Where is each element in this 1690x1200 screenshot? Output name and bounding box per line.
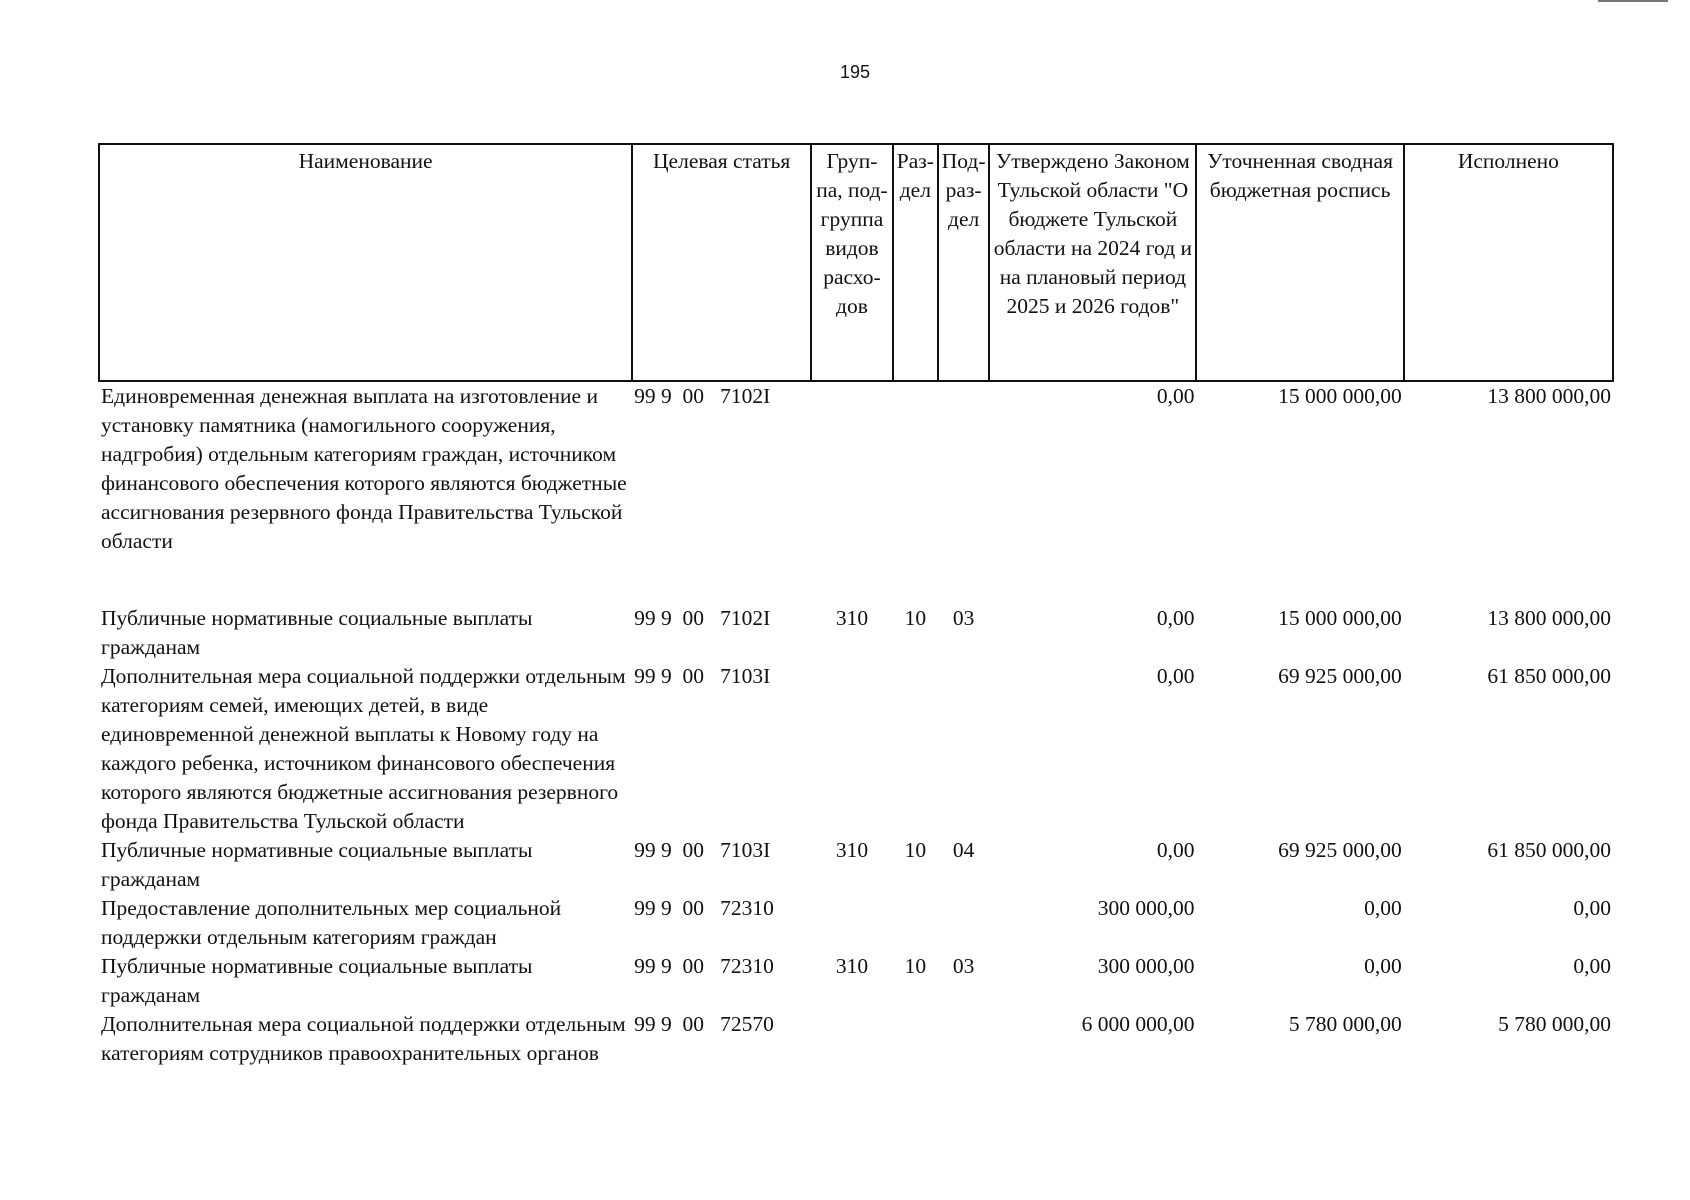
scan-corner-mark: [1598, 0, 1668, 2]
row-section: [893, 894, 938, 952]
row-refined: 15 000 000,00: [1278, 606, 1402, 630]
row-executed: 5 780 000,00: [1498, 1012, 1611, 1036]
row-approved: 0,00: [1156, 606, 1195, 630]
row-subsection: 04: [952, 838, 975, 862]
header-subsection: Под-раз-дел: [938, 144, 989, 381]
row-approved: 0,00: [1156, 384, 1195, 408]
row-code: 99 9 00 7102I: [634, 606, 771, 630]
table-row: [99, 381, 1613, 556]
row-subsection: [938, 662, 989, 836]
row-group: [811, 662, 892, 836]
row-section: 10: [904, 838, 927, 862]
row-group: [811, 1010, 892, 1068]
row-refined: 0,00: [1364, 954, 1402, 978]
table-row: [99, 1010, 1613, 1068]
header-name: Наименование: [99, 144, 632, 381]
header-executed: Исполнено: [1404, 144, 1613, 381]
row-approved: 300 000,00: [1097, 954, 1195, 978]
row-name: Дополнительная мера социальной поддержки отдельным категориям сотрудников правоохранительных органов: [101, 1012, 626, 1065]
header-refined: Уточненная сводная бюджетная роспись: [1196, 144, 1403, 381]
row-refined: 5 780 000,00: [1288, 1012, 1402, 1036]
row-section: 10: [904, 954, 927, 978]
row-refined: 69 925 000,00: [1278, 838, 1402, 862]
row-executed: 0,00: [1573, 954, 1611, 978]
row-group: [811, 894, 892, 952]
row-approved: 6 000 000,00: [1081, 1012, 1195, 1036]
row-subsection: 03: [952, 606, 975, 630]
row-executed: 61 850 000,00: [1487, 664, 1611, 688]
row-subsection: [938, 894, 989, 952]
table-row: [99, 894, 1613, 952]
header-section: Раз-дел: [893, 144, 938, 381]
row-code: 99 9 00 7103I: [634, 838, 771, 862]
table-body: [99, 381, 1613, 1068]
row-code: 99 9 00 72310: [634, 896, 774, 920]
row-name: Единовременная денежная выплата на изготовление и установку памятника (намогильного сооружения, надгробия) отдельным категориям граждан, источником финансового обеспечения которого являются бюджетные ассигнования резервного фонда Правительства Тульской области: [101, 384, 627, 553]
row-refined: 15 000 000,00: [1278, 384, 1402, 408]
row-executed: 13 800 000,00: [1487, 606, 1611, 630]
row-subsection: [938, 381, 989, 556]
row-name: Публичные нормативные социальные выплаты гражданам: [101, 954, 533, 1007]
row-group: 310: [835, 838, 869, 862]
row-subsection: 03: [952, 954, 975, 978]
row-section: [893, 381, 938, 556]
row-group: 310: [835, 606, 869, 630]
row-section: 10: [904, 606, 927, 630]
row-group: [811, 381, 892, 556]
budget-table: [98, 143, 1614, 1068]
row-executed: 61 850 000,00: [1487, 838, 1611, 862]
table-row: [99, 662, 1613, 836]
page-number: 195: [839, 62, 871, 82]
header-approved: Утверждено Законом Тульской области "О бюджете Тульской области на 2024 год и на плановый период 2025 и 2026 годов": [989, 144, 1196, 381]
row-name: Предоставление дополнительных мер социальной поддержки отдельным категориям граждан: [101, 896, 562, 949]
row-name: Публичные нормативные социальные выплаты гражданам: [101, 838, 533, 891]
row-code: 99 9 00 72570: [634, 1012, 774, 1036]
row-refined: 0,00: [1364, 896, 1402, 920]
row-refined: 69 925 000,00: [1278, 664, 1402, 688]
header-group: Груп-па, под-группа видов расхо-дов: [811, 144, 892, 381]
table-row: [99, 836, 1613, 894]
row-approved: 0,00: [1156, 838, 1195, 862]
row-name: Публичные нормативные социальные выплаты гражданам: [101, 606, 533, 659]
row-section: [893, 1010, 938, 1068]
table-header: [99, 144, 1613, 381]
table-row: [99, 952, 1613, 1010]
row-subsection: [938, 1010, 989, 1068]
header-target-article: Целевая статья: [632, 144, 811, 381]
row-code: 99 9 00 7102I: [634, 384, 771, 408]
row-executed: 13 800 000,00: [1487, 384, 1611, 408]
row-group: 310: [835, 954, 869, 978]
row-code: 99 9 00 72310: [634, 954, 774, 978]
row-code: 99 9 00 7103I: [634, 664, 771, 688]
table-row: [99, 604, 1613, 662]
row-approved: 0,00: [1156, 664, 1195, 688]
row-section: [893, 662, 938, 836]
row-executed: 0,00: [1573, 896, 1611, 920]
row-approved: 300 000,00: [1097, 896, 1195, 920]
row-spacer: [99, 556, 1613, 604]
row-name: Дополнительная мера социальной поддержки отдельным категориям семей, имеющих детей, в виде единовременной денежной выплаты к Новому году на каждого ребенка, источником финансового обеспечения которого являются бюджетные ассигнования резервного фонда Правительства Тульской области: [101, 664, 626, 833]
